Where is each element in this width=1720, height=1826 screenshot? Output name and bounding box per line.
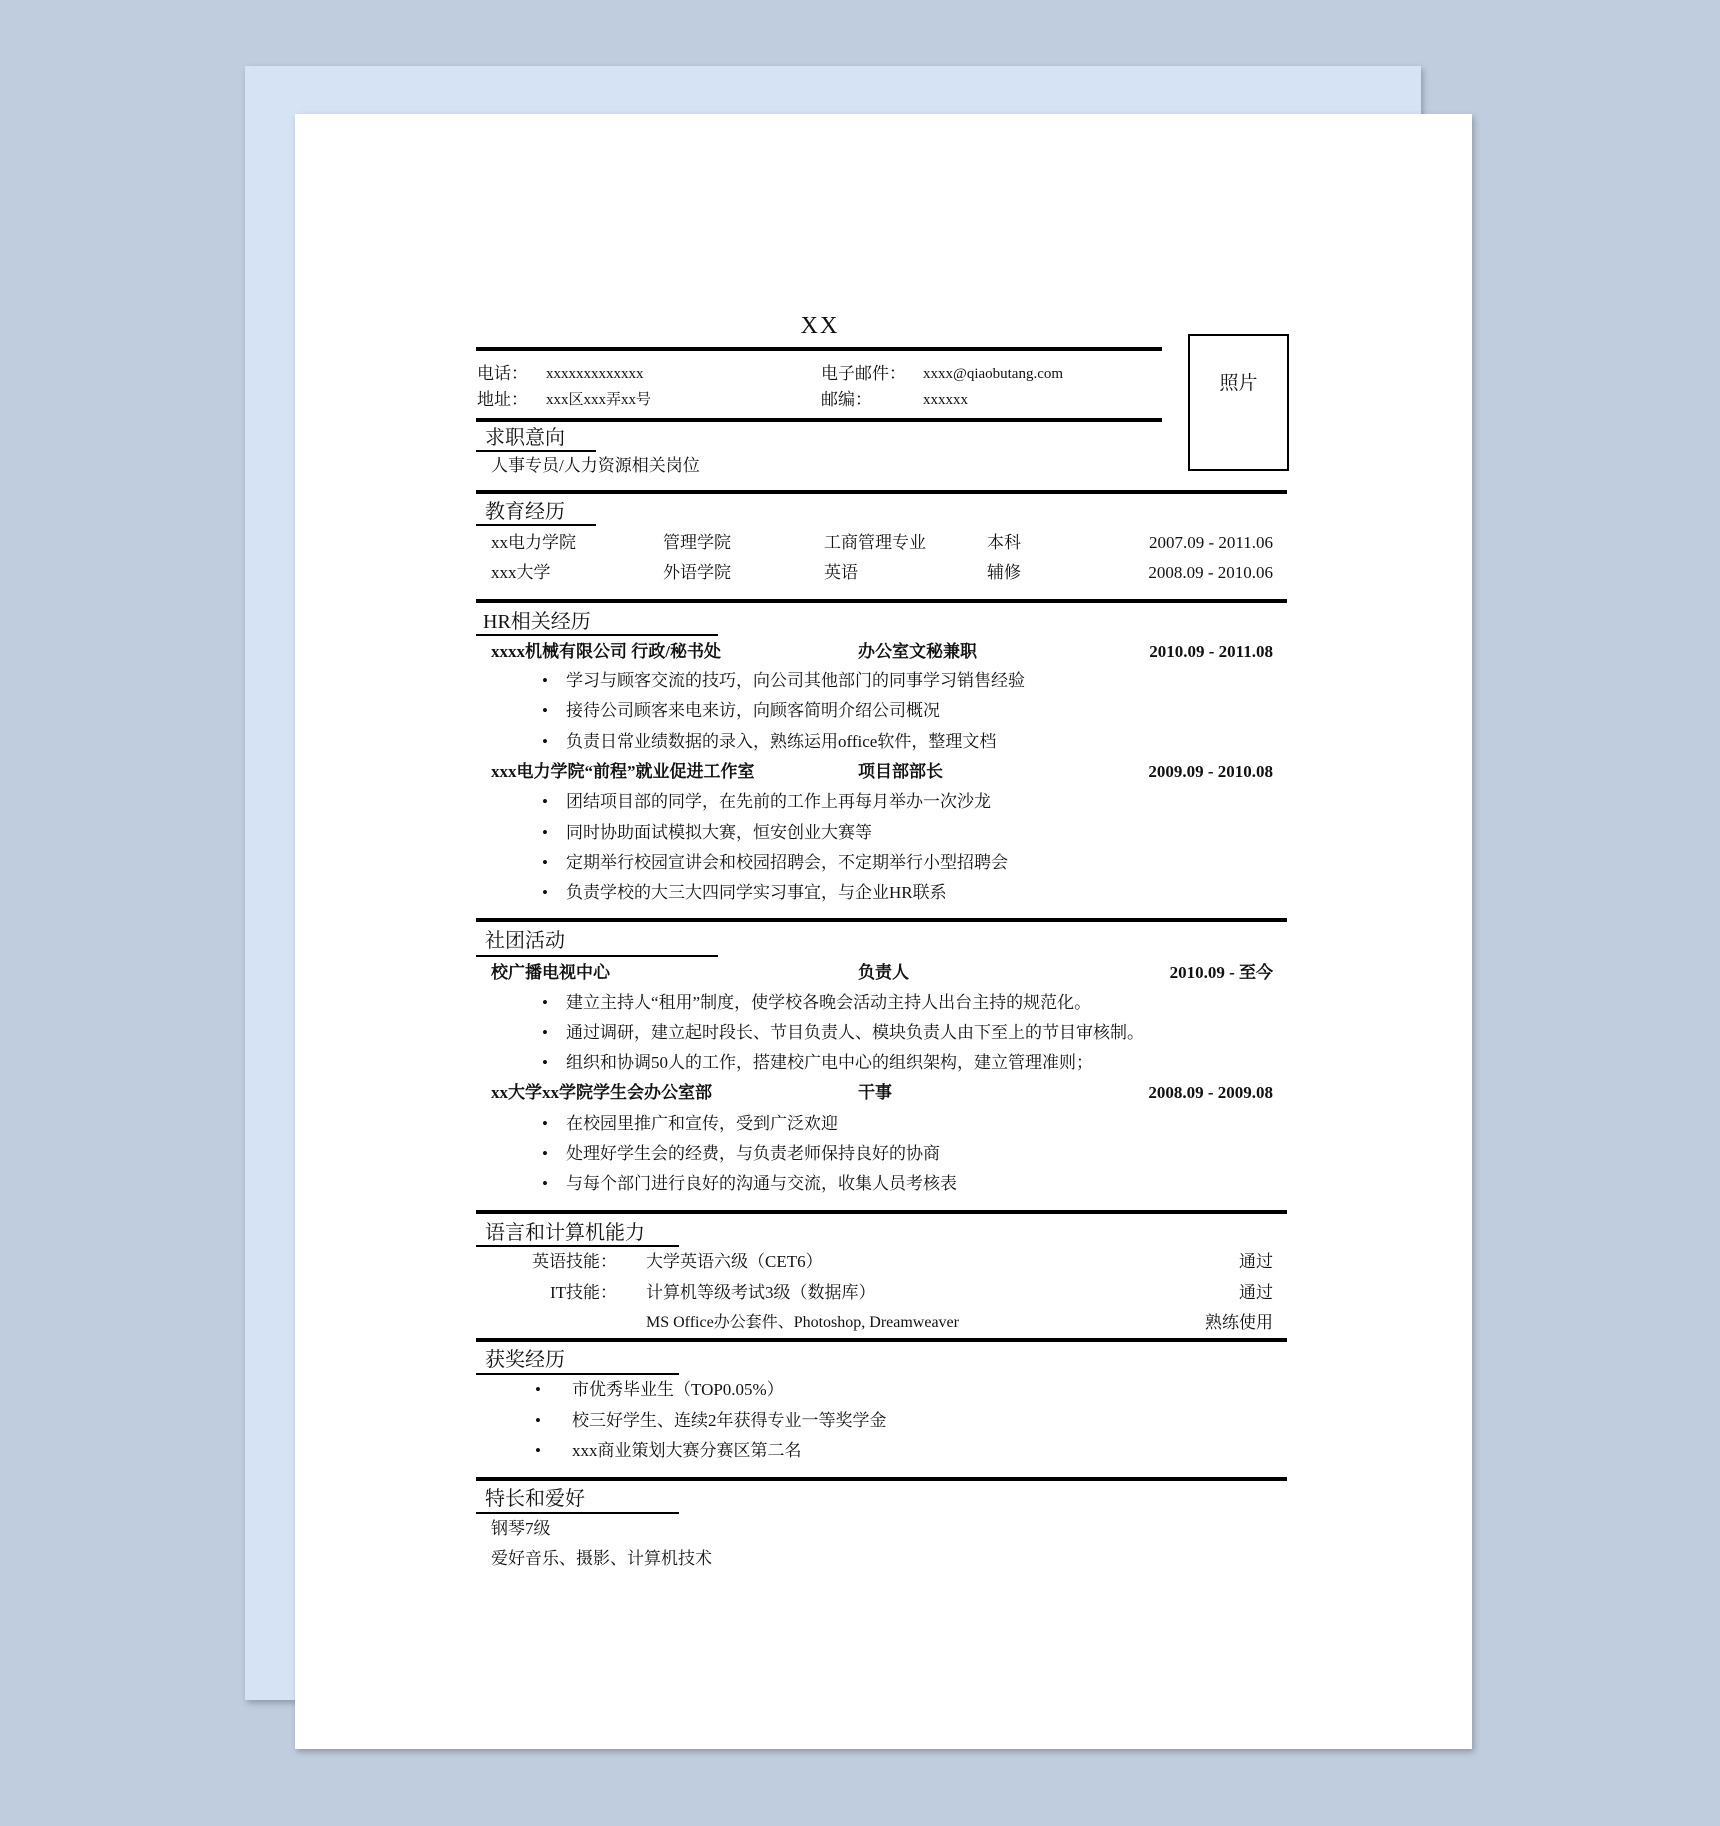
section-title-intent: 求职意向 bbox=[485, 427, 565, 449]
phone-value: xxxxxxxxxxxxx bbox=[546, 366, 644, 382]
school: xx电力学院 bbox=[491, 533, 576, 552]
divider bbox=[476, 1477, 1287, 1481]
list-item: 接待公司顾客来电来访，向顾客简明介绍公司概况 bbox=[566, 701, 940, 720]
divider bbox=[476, 418, 1162, 422]
bullet-icon: • bbox=[542, 1023, 548, 1042]
list-item: 定期举行校园宣讲会和校园招聘会，不定期举行小型招聘会 bbox=[566, 853, 1008, 872]
section-title-hobbies: 特长和爱好 bbox=[485, 1488, 585, 1510]
section-title-activities: 社团活动 bbox=[485, 930, 565, 952]
list-item: 负责日常业绩数据的录入，熟练运用office软件，整理文档 bbox=[566, 732, 997, 751]
bullet-icon: • bbox=[542, 701, 548, 720]
section-title-education: 教育经历 bbox=[485, 501, 565, 523]
list-item: xxx商业策划大赛分赛区第二名 bbox=[572, 1441, 802, 1460]
list-item: 学习与顾客交流的技巧，向公司其他部门的同事学习销售经验 bbox=[566, 671, 1025, 690]
school: xxx大学 bbox=[491, 563, 551, 582]
skill-label: 英语技能： bbox=[532, 1252, 617, 1271]
major: 工商管理专业 bbox=[824, 533, 926, 552]
divider bbox=[476, 599, 1287, 603]
major: 英语 bbox=[824, 563, 858, 582]
list-item: 在校园里推广和宣传，受到广泛欢迎 bbox=[566, 1114, 838, 1133]
address-value: xxx区xxx弄xx号 bbox=[546, 392, 652, 408]
zip-label: 邮编： bbox=[821, 390, 872, 409]
divider bbox=[476, 347, 1162, 351]
skill-value: MS Office办公套件、Photoshop, Dreamweaver bbox=[646, 1314, 959, 1331]
list-item: 同时协助面试模拟大赛，恒安创业大赛等 bbox=[566, 823, 872, 842]
divider bbox=[476, 1210, 1287, 1214]
resume-page bbox=[295, 114, 1472, 1749]
job-role: 办公室文秘兼职 bbox=[858, 642, 977, 661]
email-label: 电子邮件： bbox=[821, 364, 906, 383]
bullet-icon: • bbox=[542, 1053, 548, 1072]
title-underline bbox=[476, 1373, 679, 1375]
skill-status: 熟练使用 bbox=[1205, 1313, 1273, 1332]
dates: 2007.09 - 2011.06 bbox=[1148, 533, 1273, 552]
bullet-icon: • bbox=[535, 1441, 541, 1460]
zip-value: xxxxxx bbox=[923, 392, 968, 408]
hobby-line: 钢琴7级 bbox=[491, 1519, 551, 1538]
photo-placeholder bbox=[1188, 334, 1289, 471]
degree: 辅修 bbox=[987, 563, 1021, 582]
resume-name: XX bbox=[800, 313, 840, 339]
bullet-icon: • bbox=[535, 1380, 541, 1399]
college: 管理学院 bbox=[663, 533, 731, 552]
divider bbox=[476, 918, 1287, 922]
hobby-line: 爱好音乐、摄影、计算机技术 bbox=[491, 1549, 712, 1568]
address-label: 地址： bbox=[477, 390, 528, 409]
college: 外语学院 bbox=[663, 563, 731, 582]
bullet-icon: • bbox=[542, 993, 548, 1012]
divider bbox=[476, 490, 1287, 494]
skill-status: 通过 bbox=[1239, 1252, 1273, 1271]
bullet-icon: • bbox=[542, 732, 548, 751]
dates: 2008.09 - 2010.06 bbox=[1148, 563, 1273, 582]
skill-status: 通过 bbox=[1239, 1283, 1273, 1302]
list-item: 组织和协调50人的工作，搭建校广电中心的组织架构，建立管理准则； bbox=[566, 1053, 1093, 1072]
skill-value: 计算机等级考试3级（数据库） bbox=[646, 1283, 876, 1302]
phone-label: 电话： bbox=[477, 364, 528, 383]
bullet-icon: • bbox=[535, 1411, 541, 1430]
job-role: 项目部部长 bbox=[858, 762, 943, 781]
bullet-icon: • bbox=[542, 853, 548, 872]
job-org: xxxx机械有限公司 行政/秘书处 bbox=[491, 642, 721, 661]
list-item: 通过调研，建立起时段长、节目负责人、模块负责人由下至上的节目审核制。 bbox=[566, 1023, 1144, 1042]
degree: 本科 bbox=[987, 533, 1021, 552]
section-title-skills: 语言和计算机能力 bbox=[485, 1222, 645, 1244]
bullet-icon: • bbox=[542, 1174, 548, 1193]
list-item: 与每个部门进行良好的沟通与交流，收集人员考核表 bbox=[566, 1174, 957, 1193]
list-item: 建立主持人“租用”制度，使学校各晚会活动主持人出台主持的规范化。 bbox=[566, 993, 1092, 1012]
job-dates: 2009.09 - 2010.08 bbox=[1148, 762, 1273, 781]
activity-role: 干事 bbox=[858, 1083, 892, 1102]
activity-role: 负责人 bbox=[858, 963, 909, 982]
list-item: 校三好学生、连续2年获得专业一等奖学金 bbox=[572, 1411, 887, 1430]
list-item: 负责学校的大三大四同学实习事宜，与企业HR联系 bbox=[566, 883, 947, 902]
title-underline bbox=[476, 524, 596, 526]
title-underline bbox=[476, 450, 596, 452]
bullet-icon: • bbox=[542, 883, 548, 902]
skill-value: 大学英语六级（CET6） bbox=[646, 1252, 823, 1271]
title-underline bbox=[476, 634, 718, 636]
bullet-icon: • bbox=[542, 1114, 548, 1133]
activity-dates: 2008.09 - 2009.08 bbox=[1148, 1083, 1273, 1102]
job-org: xxx电力学院“前程”就业促进工作室 bbox=[491, 762, 755, 781]
divider bbox=[476, 1338, 1287, 1342]
list-item: 处理好学生会的经费，与负责老师保持良好的协商 bbox=[566, 1144, 940, 1163]
title-underline bbox=[476, 1512, 679, 1514]
skill-label: IT技能： bbox=[549, 1283, 617, 1302]
activity-org: 校广播电视中心 bbox=[491, 963, 610, 982]
list-item: 市优秀毕业生（TOP0.05%） bbox=[572, 1380, 784, 1399]
bullet-icon: • bbox=[542, 823, 548, 842]
activity-dates: 2010.09 - 至今 bbox=[1169, 963, 1273, 982]
job-dates: 2010.09 - 2011.08 bbox=[1149, 642, 1273, 661]
bullet-icon: • bbox=[542, 792, 548, 811]
intent-text: 人事专员/人力资源相关岗位 bbox=[491, 456, 700, 475]
photo-label: 照片 bbox=[1219, 373, 1258, 394]
list-item: 团结项目部的同学，在先前的工作上再每月举办一次沙龙 bbox=[566, 792, 991, 811]
bullet-icon: • bbox=[542, 1144, 548, 1163]
bullet-icon: • bbox=[542, 671, 548, 690]
section-title-awards: 获奖经历 bbox=[485, 1349, 565, 1371]
section-title-hr: HR相关经历 bbox=[483, 611, 591, 633]
title-underline bbox=[476, 1245, 679, 1247]
activity-org: xx大学xx学院学生会办公室部 bbox=[491, 1083, 712, 1102]
title-underline bbox=[476, 955, 718, 957]
email-value: xxxx@qiaobutang.com bbox=[923, 366, 1064, 382]
